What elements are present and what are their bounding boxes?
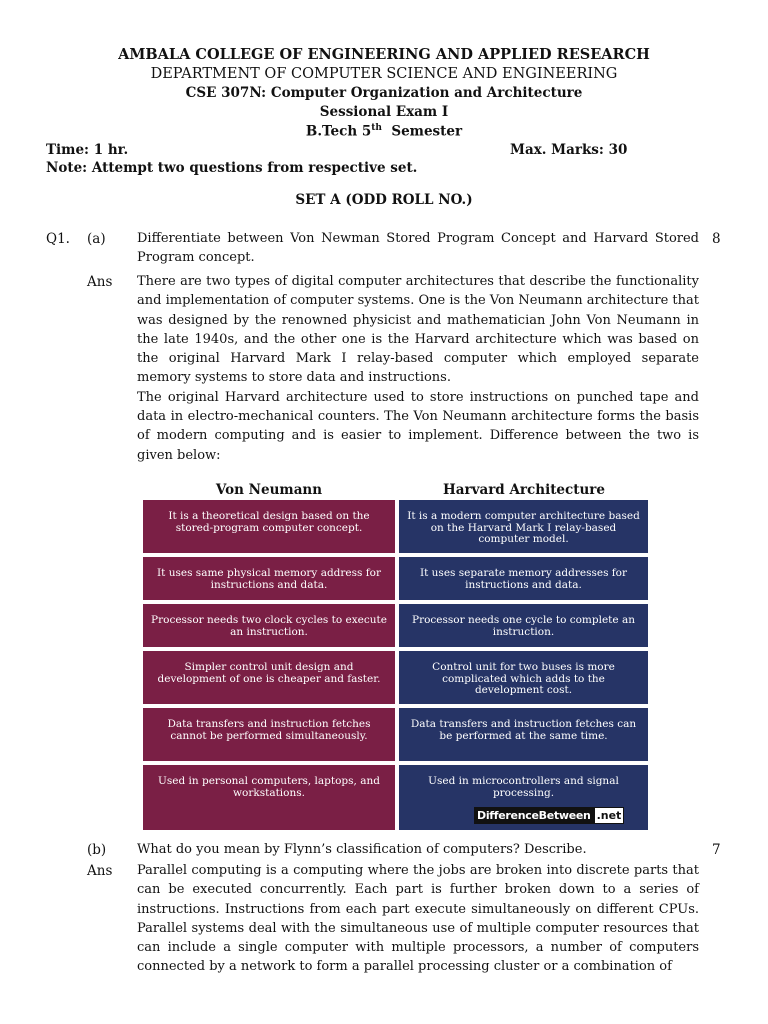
answer-label-1a: Ans xyxy=(87,274,113,290)
harvard-heading: Harvard Architecture xyxy=(442,482,605,498)
von-neumann-cell: It uses same physical memory address for instructions and data. xyxy=(143,557,395,600)
differencebetween-logo xyxy=(474,805,624,825)
set-heading: SET A (ODD ROLL NO.) xyxy=(295,192,473,208)
answer-label-1b: Ans xyxy=(87,863,113,879)
answer-1b: Parallel computing is a computing where the jobs are broken into discrete parts that can be executed concurrently. Each part is further broken down to a series of instructions. Instructions from each part execute simultaneously on different CPUs. Parallel systems deal with the simultaneous use of multiple computer resources that can include a single computer with multiple processors, a number of computers connected by a network to form a parallel processing cluster or a combination of xyxy=(137,863,699,975)
harvard-cell: It is a modern computer architecture based on the Harvard Mark I relay-based computer model. xyxy=(399,500,648,553)
comparison-table xyxy=(143,500,648,830)
von-neumann-cell: Data transfers and instruction fetches cannot be performed simultaneously. xyxy=(143,708,395,761)
answer-1a-paragraph-2: The original Harvard architecture used to store instructions on punched tape and data in electro-mechanical counters. The Von Neumann architecture forms the basis of modern computing and is easier to implement. Difference between the two is given below: xyxy=(137,389,699,463)
harvard-cell: It uses separate memory addresses for instructions and data. xyxy=(399,557,648,600)
logo-main-text: DifferenceBetween xyxy=(474,807,594,824)
answer-1a xyxy=(137,272,699,465)
semester-sup: th xyxy=(371,123,382,133)
question-part-a: (a) xyxy=(87,231,106,247)
logo-tld-text: .net xyxy=(594,807,625,824)
answer-1a-paragraph-1: There are two types of digital computer architectures that describe the functionality and implementation of computer systems. One is the Von Neumann architecture that was designed by the renowned physicist and mathematician John Von Neumann in the late 1940s, and the other one is the Harvard architecture which was based on the original Harvard Mark I relay-based computer which employed separate memory systems to store data and instructions. xyxy=(137,274,699,386)
von-neumann-heading: Von Neumann xyxy=(215,482,323,498)
von-neumann-cell: It is a theoretical design based on the stored-program computer concept. xyxy=(143,500,395,553)
exam-time: Time: 1 hr. xyxy=(46,142,129,158)
harvard-cell: Processor needs one cycle to complete an instruction. xyxy=(399,604,648,647)
harvard-cell: Data transfers and instruction fetches can be performed at the same time. xyxy=(399,708,648,761)
semester-line xyxy=(0,123,768,140)
question-1b-text: What do you mean by Flynn’s classification of computers? Describe. xyxy=(137,842,587,857)
department-name: DEPARTMENT OF COMPUTER SCIENCE AND ENGINEERING xyxy=(150,66,618,82)
question-number: Q1. xyxy=(46,231,70,247)
exam-note: Note: Attempt two questions from respective set. xyxy=(46,160,418,176)
semester-prefix: B.Tech 5 xyxy=(305,123,372,140)
harvard-cell: Control unit for two buses is more complicated which adds to the development cost. xyxy=(399,651,648,704)
question-1b-marks: 7 xyxy=(712,842,721,858)
course-title: CSE 307N: Computer Organization and Architecture xyxy=(185,85,583,101)
question-part-b: (b) xyxy=(87,842,107,858)
exam-title: Sessional Exam I xyxy=(319,104,449,120)
von-neumann-cell: Used in personal computers, laptops, and workstations. xyxy=(143,765,395,830)
question-1a-marks: 8 xyxy=(712,231,721,247)
von-neumann-cell: Simpler control unit design and development of one is cheaper and faster. xyxy=(143,651,395,704)
semester-suffix: Semester xyxy=(381,123,463,140)
question-1a-text: Differentiate between Von Newman Stored Program Concept and Harvard Stored Program concept. xyxy=(137,231,699,266)
max-marks: Max. Marks: 30 xyxy=(510,142,628,158)
college-name: AMBALA COLLEGE OF ENGINEERING AND APPLIED RESEARCH xyxy=(118,46,650,63)
harvard-cell: Used in microcontrollers and signal processing. xyxy=(399,765,648,830)
von-neumann-cell: Processor needs two clock cycles to execute an instruction. xyxy=(143,604,395,647)
